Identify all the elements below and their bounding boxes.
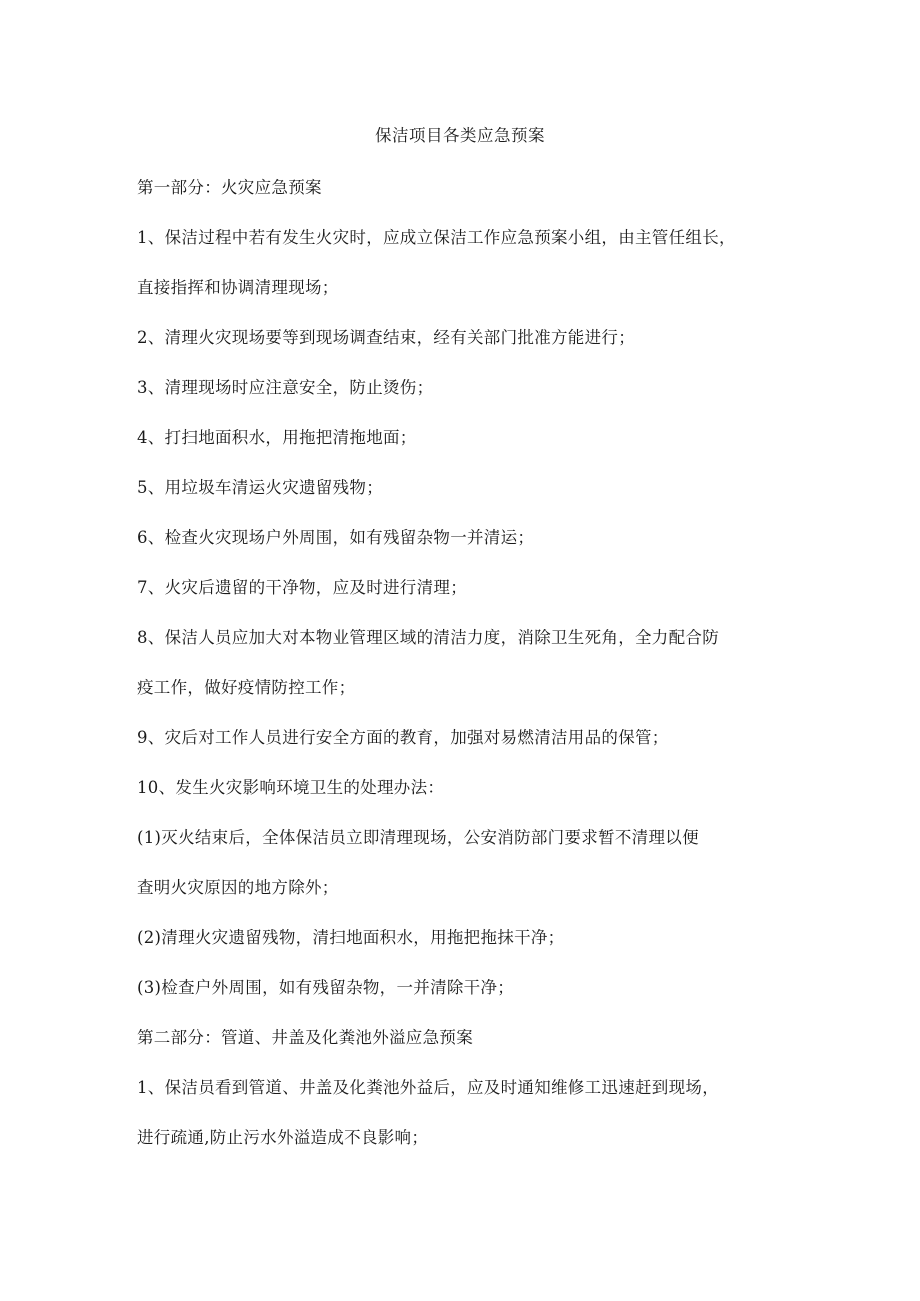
paragraph-line: 查明火灾原因的地方除外； xyxy=(137,878,339,897)
paragraph-line: 直接指挥和协调清理现场； xyxy=(137,278,339,297)
paragraph-line: 1、保洁过程中若有发生火灾时，应成立保洁工作应急预案小组，由主管任组长， xyxy=(137,228,736,247)
paragraph-line: (3)检查户外周围，如有残留杂物，一并清除干净； xyxy=(137,978,515,997)
section-heading-overflow: 第二部分：管道、井盖及化粪池外溢应急预案 xyxy=(137,1028,473,1047)
paragraph-line: 2、清理火灾现场要等到现场调查结束，经有关部门批准方能进行； xyxy=(137,328,635,347)
paragraph-line: 疫工作，做好疫情防控工作； xyxy=(137,678,356,697)
paragraph-line: (1)灭火结束后，全体保洁员立即清理现场，公安消防部门要求暂不清理以便 xyxy=(137,828,699,847)
paragraph-line: 10、发生火灾影响环境卫生的处理办法： xyxy=(137,778,445,797)
paragraph-line: 3、清理现场时应注意安全，防止烫伤； xyxy=(137,378,434,397)
paragraph-line: 进行疏通,防止污水外溢造成不良影响； xyxy=(137,1128,429,1147)
section-heading-fire: 第一部分：火灾应急预案 xyxy=(137,178,322,197)
paragraph-line: 5、用垃圾车清运火灾遗留残物； xyxy=(137,478,383,497)
paragraph-line: 1、保洁员看到管道、井盖及化粪池外益后，应及时通知维修工迅速赶到现场， xyxy=(137,1078,719,1097)
paragraph-line: 4、打扫地面积水，用拖把清拖地面； xyxy=(137,428,417,447)
paragraph-line: 7、火灾后遗留的干净物，应及时进行清理； xyxy=(137,578,467,597)
paragraph-line: 8、保洁人员应加大对本物业管理区域的清洁力度，消除卫生死角，全力配合防 xyxy=(137,628,719,647)
document-title: 保洁项目各类应急预案 xyxy=(375,126,545,145)
paragraph-line: 9、灾后对工作人员进行安全方面的教育，加强对易燃清洁用品的保管； xyxy=(137,728,669,747)
paragraph-line: (2)清理火灾遗留残物，清扫地面积水，用拖把拖抹干净； xyxy=(137,928,565,947)
paragraph-line: 6、检查火灾现场户外周围，如有残留杂物一并清运； xyxy=(137,528,535,547)
